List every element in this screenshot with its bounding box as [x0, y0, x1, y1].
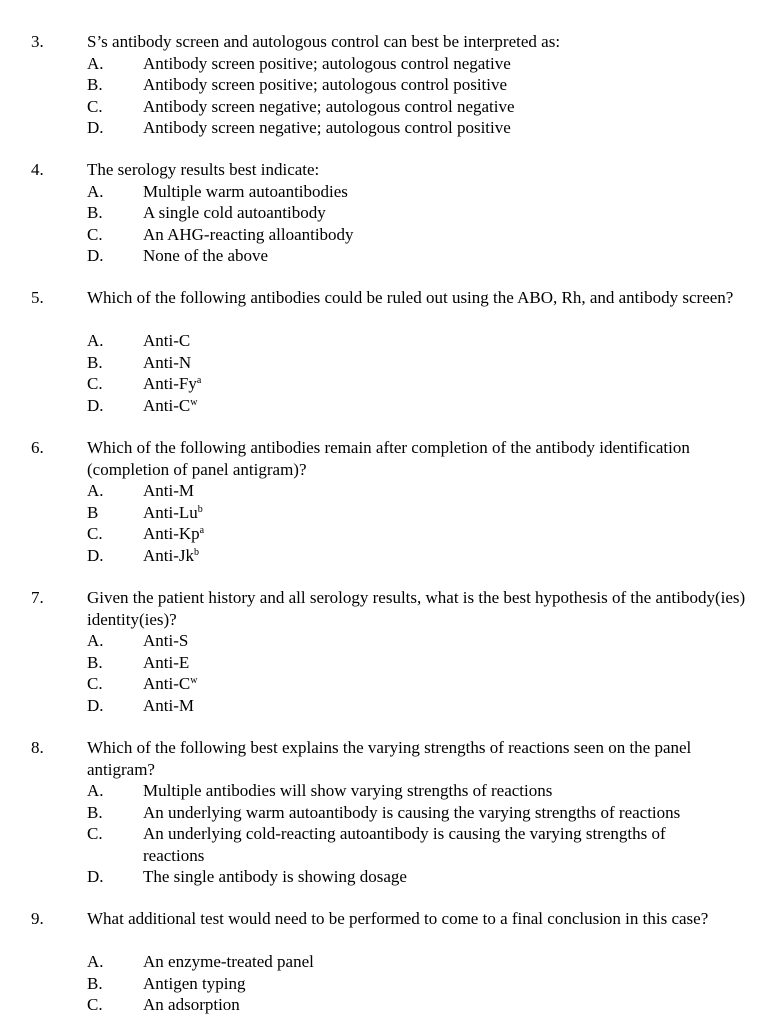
question-number: 8.	[31, 738, 44, 757]
question-text: Which of the following antibodies remain after completion of the antibody identification (completion of panel antigram)?	[87, 438, 690, 479]
option-list	[87, 630, 755, 716]
option-c[interactable]	[87, 373, 755, 395]
option-b[interactable]	[87, 502, 755, 524]
option-letter: B.	[87, 75, 103, 94]
question-text: The serology results best indicate:	[87, 160, 320, 179]
option-b[interactable]	[87, 74, 755, 96]
question-text: What additional test would need to be performed to come to a final conclusion in this case?	[87, 909, 709, 928]
option-a[interactable]	[87, 630, 755, 652]
antibody-name: Anti-Fy	[143, 374, 197, 393]
option-text: An enzyme-treated panel	[143, 952, 314, 971]
option-a[interactable]	[87, 330, 755, 352]
question-number: 7.	[31, 588, 44, 607]
option-text: An underlying warm autoantibody is causing the varying strengths of reactions	[143, 802, 681, 822]
option-text: Multiple antibodies will show varying strengths of reactions	[143, 781, 553, 800]
option-text	[143, 373, 755, 395]
antibody-name: Anti-Lu	[143, 502, 198, 522]
option-letter: C.	[87, 96, 103, 116]
option-text	[143, 695, 755, 717]
option-letter: B.	[87, 203, 103, 222]
antibody-name: Anti-E	[143, 652, 190, 672]
option-a[interactable]	[87, 780, 755, 802]
option-text	[143, 352, 755, 374]
option-text: An AHG-reacting alloantibody	[143, 224, 354, 244]
option-d[interactable]	[87, 245, 755, 267]
option-letter: D.	[87, 395, 104, 415]
antibody-name: Anti-N	[143, 352, 192, 372]
option-text	[143, 523, 755, 545]
option-b[interactable]	[87, 652, 755, 674]
option-c[interactable]	[87, 224, 755, 246]
option-text: Antibody screen negative; autologous control negative	[143, 96, 515, 116]
option-b[interactable]	[87, 802, 755, 824]
option-c[interactable]	[87, 823, 755, 866]
antigen-superscript: w	[190, 675, 198, 686]
option-list	[87, 53, 755, 139]
antibody-name: Anti-Kp	[143, 524, 200, 543]
option-text	[143, 630, 755, 652]
option-a[interactable]	[87, 480, 755, 502]
option-c[interactable]	[87, 994, 755, 1016]
antigen-superscript: b	[197, 503, 203, 515]
option-text: An underlying cold-reacting autoantibody is causing the varying strengths of reactions	[143, 824, 666, 865]
option-a[interactable]	[87, 951, 755, 973]
option-letter: A.	[87, 331, 104, 350]
option-letter: D.	[87, 246, 104, 265]
option-text: An adsorption	[143, 995, 240, 1014]
option-letter: B.	[87, 352, 103, 372]
option-letter: C.	[87, 674, 103, 693]
antibody-name: Anti-S	[143, 631, 189, 650]
option-letter: C.	[87, 374, 103, 393]
option-text	[143, 673, 755, 695]
question-number: 3.	[31, 32, 44, 51]
option-a[interactable]	[87, 53, 755, 75]
antibody-name: Anti-C	[143, 331, 191, 350]
option-list	[87, 181, 755, 267]
option-list	[87, 780, 755, 888]
antibody-name: Anti-C	[143, 395, 191, 415]
antigen-superscript: b	[194, 546, 199, 558]
option-letter: B.	[87, 652, 103, 672]
question-number: 4.	[31, 160, 44, 179]
question-number: 6.	[31, 438, 44, 457]
option-letter: A.	[87, 181, 104, 201]
question-text: Which of the following antibodies could be ruled out using the ABO, Rh, and antibody screen?	[87, 288, 734, 307]
antigen-superscript: a	[196, 375, 202, 386]
option-list	[87, 480, 755, 566]
antigen-superscript: w	[190, 396, 198, 408]
antibody-name: Anti-Jk	[143, 545, 194, 565]
option-text	[143, 502, 755, 524]
option-letter: B.	[87, 973, 103, 993]
option-c[interactable]	[87, 523, 755, 545]
option-text: Multiple warm autoantibodies	[143, 181, 348, 201]
option-text: A single cold autoantibody	[143, 203, 326, 222]
question-text: Which of the following best explains the varying strengths of reactions seen on the panel antigram?	[87, 738, 692, 779]
question-text: S’s antibody screen and autologous control can best be interpreted as:	[87, 32, 561, 51]
option-text	[143, 652, 755, 674]
option-letter: A.	[87, 481, 104, 500]
antigen-superscript: a	[199, 525, 205, 536]
question-number: 5.	[31, 288, 44, 307]
option-letter: C.	[87, 524, 103, 543]
option-d[interactable]	[87, 395, 755, 417]
option-d[interactable]	[87, 545, 755, 567]
option-list	[87, 951, 755, 1016]
option-letter: D.	[87, 695, 104, 715]
antibody-name: Anti-M	[143, 481, 194, 500]
option-b[interactable]	[87, 973, 755, 995]
option-d[interactable]	[87, 695, 755, 717]
option-letter: C.	[87, 995, 103, 1014]
option-text	[143, 545, 755, 567]
antibody-name: Anti-M	[143, 695, 194, 715]
option-letter: A.	[87, 631, 104, 650]
option-letter: B.	[87, 802, 103, 822]
option-letter: D.	[87, 867, 104, 886]
option-list	[87, 330, 755, 416]
option-letter: A.	[87, 53, 104, 73]
option-letter: A.	[87, 781, 104, 800]
option-text: Antibody screen positive; autologous control positive	[143, 75, 508, 94]
option-d[interactable]	[87, 866, 755, 888]
option-b[interactable]	[87, 202, 755, 224]
option-text: Antibody screen negative; autologous control positive	[143, 118, 511, 137]
option-d[interactable]	[87, 117, 755, 139]
option-c[interactable]	[87, 96, 755, 118]
option-letter: A.	[87, 952, 104, 971]
option-letter: C.	[87, 824, 103, 843]
option-letter: D.	[87, 118, 104, 137]
question-number: 9.	[31, 909, 44, 928]
question-text: Given the patient history and all serology results, what is the best hypothesis of the antibody(ies) identity(ies)?	[87, 588, 746, 629]
option-c[interactable]	[87, 673, 755, 695]
option-letter: D.	[87, 545, 104, 565]
option-text: None of the above	[143, 246, 269, 265]
option-letter: C.	[87, 224, 103, 244]
option-b[interactable]	[87, 352, 755, 374]
option-text	[143, 330, 755, 352]
option-text: Antigen typing	[143, 973, 246, 993]
option-text	[143, 480, 755, 502]
option-text: The single antibody is showing dosage	[143, 867, 407, 886]
option-a[interactable]	[87, 181, 755, 203]
option-letter: B	[87, 502, 99, 522]
option-text: Antibody screen positive; autologous control negative	[143, 53, 511, 73]
antibody-name: Anti-C	[143, 674, 191, 693]
option-text	[143, 395, 755, 417]
